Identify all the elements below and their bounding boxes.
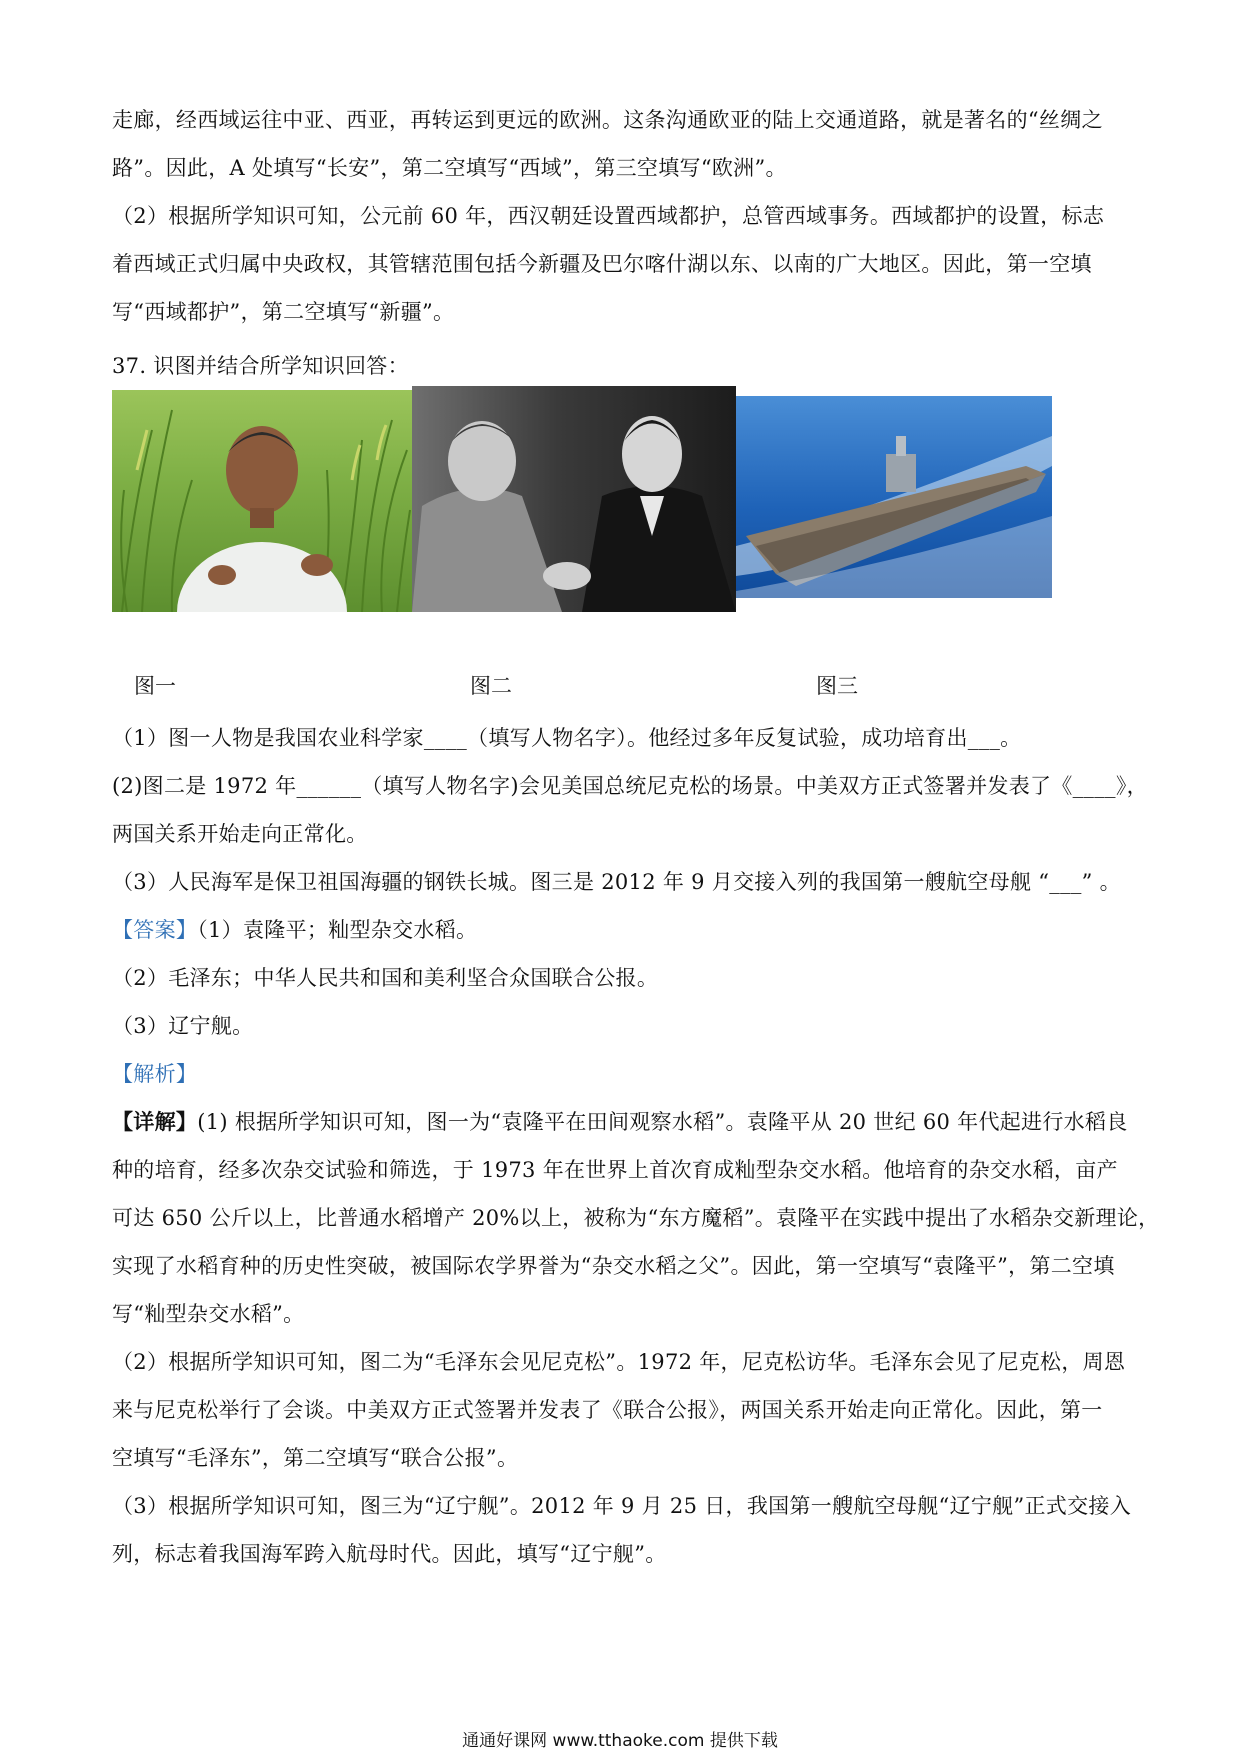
- aircraft-carrier-illustration: [736, 396, 1052, 598]
- detail-1-line: [112, 1098, 1130, 1146]
- detail-2-line: 空填写“毛泽东”，第二空填写“联合公报”。: [112, 1446, 519, 1470]
- figure-2-caption: 图二: [470, 674, 512, 698]
- answer-2: （2）毛泽东；中华人民共和国和美利坚合众国联合公报。: [112, 966, 659, 990]
- text-line: 着西域正式归属中央政权，其管辖范围包括今新疆及巴尔喀什湖以东、以南的广大地区。因此，第一空填: [112, 252, 1092, 276]
- rice-field-illustration: [112, 390, 412, 612]
- text-line: （2）根据所学知识可知，公元前 60 年，西汉朝廷设置西域都护，总管西域事务。西域都护的设置，标志: [112, 204, 1105, 228]
- figure-2-photo: [412, 386, 736, 612]
- question-2-line: 两国关系开始走向正常化。: [112, 822, 368, 846]
- question-2-line: (2)图二是 1972 年______（填写人物名字)会见美国总统尼克松的场景。中美双方正式签署并发表了《____》，: [112, 774, 1148, 798]
- answer-1: [112, 906, 1130, 954]
- prev-answer-section: [112, 96, 1130, 336]
- detail-2-line: （2）根据所学知识可知，图二为“毛泽东会见尼克松”。1972 年，尼克松访华。毛泽东会见了尼克松，周恩: [112, 1350, 1126, 1374]
- page-footer: 通通好课网 www.tthaoke.com 提供下载: [462, 1731, 778, 1751]
- question-title-text: 37. 识图并结合所学知识回答：: [112, 354, 409, 378]
- detail-2-line: 来与尼克松举行了会谈。中美双方正式签署并发表了《联合公报》，两国关系开始走向正常化。因此，第一: [112, 1398, 1103, 1422]
- answer-3: （3）辽宁舰。: [112, 1014, 254, 1038]
- detail-1-line: 种的培育，经多次杂交试验和筛选，于 1973 年在世界上首次育成籼型杂交水稻。他培育的杂交水稻，亩产: [112, 1158, 1118, 1182]
- detail-1-line: 可达 650 公斤以上，比普通水稻增产 20%以上，被称为“东方魔稻”。袁隆平在实践中提出了水稻杂交新理论，: [112, 1206, 1160, 1230]
- detail-1-text: (1) 根据所学知识可知，图一为“袁隆平在田间观察水稻”。袁隆平从 20 世纪 60 年代起进行水稻良: [197, 1110, 1128, 1134]
- answer-1-text: （1）袁隆平；籼型杂交水稻。: [197, 918, 478, 942]
- detail-3-line: （3）根据所学知识可知，图三为“辽宁舰”。2012 年 9 月 25 日，我国第一艘航空母舰“辽宁舰”正式交接入: [112, 1494, 1132, 1518]
- detail-label: 【详解】: [112, 1109, 198, 1134]
- answer-label: 【答案】: [112, 918, 198, 942]
- analysis-label: 【解析】: [112, 1062, 198, 1086]
- figure-1-photo: [112, 390, 412, 612]
- figure-3-caption: 图三: [816, 674, 858, 698]
- text-line: 走廊，经西域运往中亚、西亚，再转运到更远的欧洲。这条沟通欧亚的陆上交通道路，就是著名的“丝绸之: [112, 108, 1103, 132]
- detail-1-line: 实现了水稻育种的历史性突破，被国际农学界誉为“杂交水稻之父”。因此，第一空填写“袁隆平”，第二空填: [112, 1254, 1115, 1278]
- handshake-illustration: [412, 386, 736, 612]
- figure-1-caption: 图一: [134, 674, 176, 698]
- detail-1-line: 写“籼型杂交水稻”。: [112, 1302, 305, 1326]
- question-3: （3）人民海军是保卫祖国海疆的钢铁长城。图三是 2012 年 9 月交接入列的我国第一艘航空母舰 “___” 。: [112, 870, 1121, 894]
- text-line: 写“西域都护”，第二空填写“新疆”。: [112, 300, 455, 324]
- question-items: [112, 714, 1160, 1578]
- question-title: [112, 342, 1130, 390]
- detail-3-line: 列，标志着我国海军跨入航母时代。因此，填写“辽宁舰”。: [112, 1542, 667, 1566]
- text-line: 路”。因此，A 处填写“长安”，第二空填写“西域”，第三空填写“欧洲”。: [112, 156, 787, 180]
- figure-3-photo: [736, 396, 1052, 598]
- question-1: （1）图一人物是我国农业科学家____（填写人物名字）。他经过多年反复试验，成功培育出___。: [112, 726, 1022, 750]
